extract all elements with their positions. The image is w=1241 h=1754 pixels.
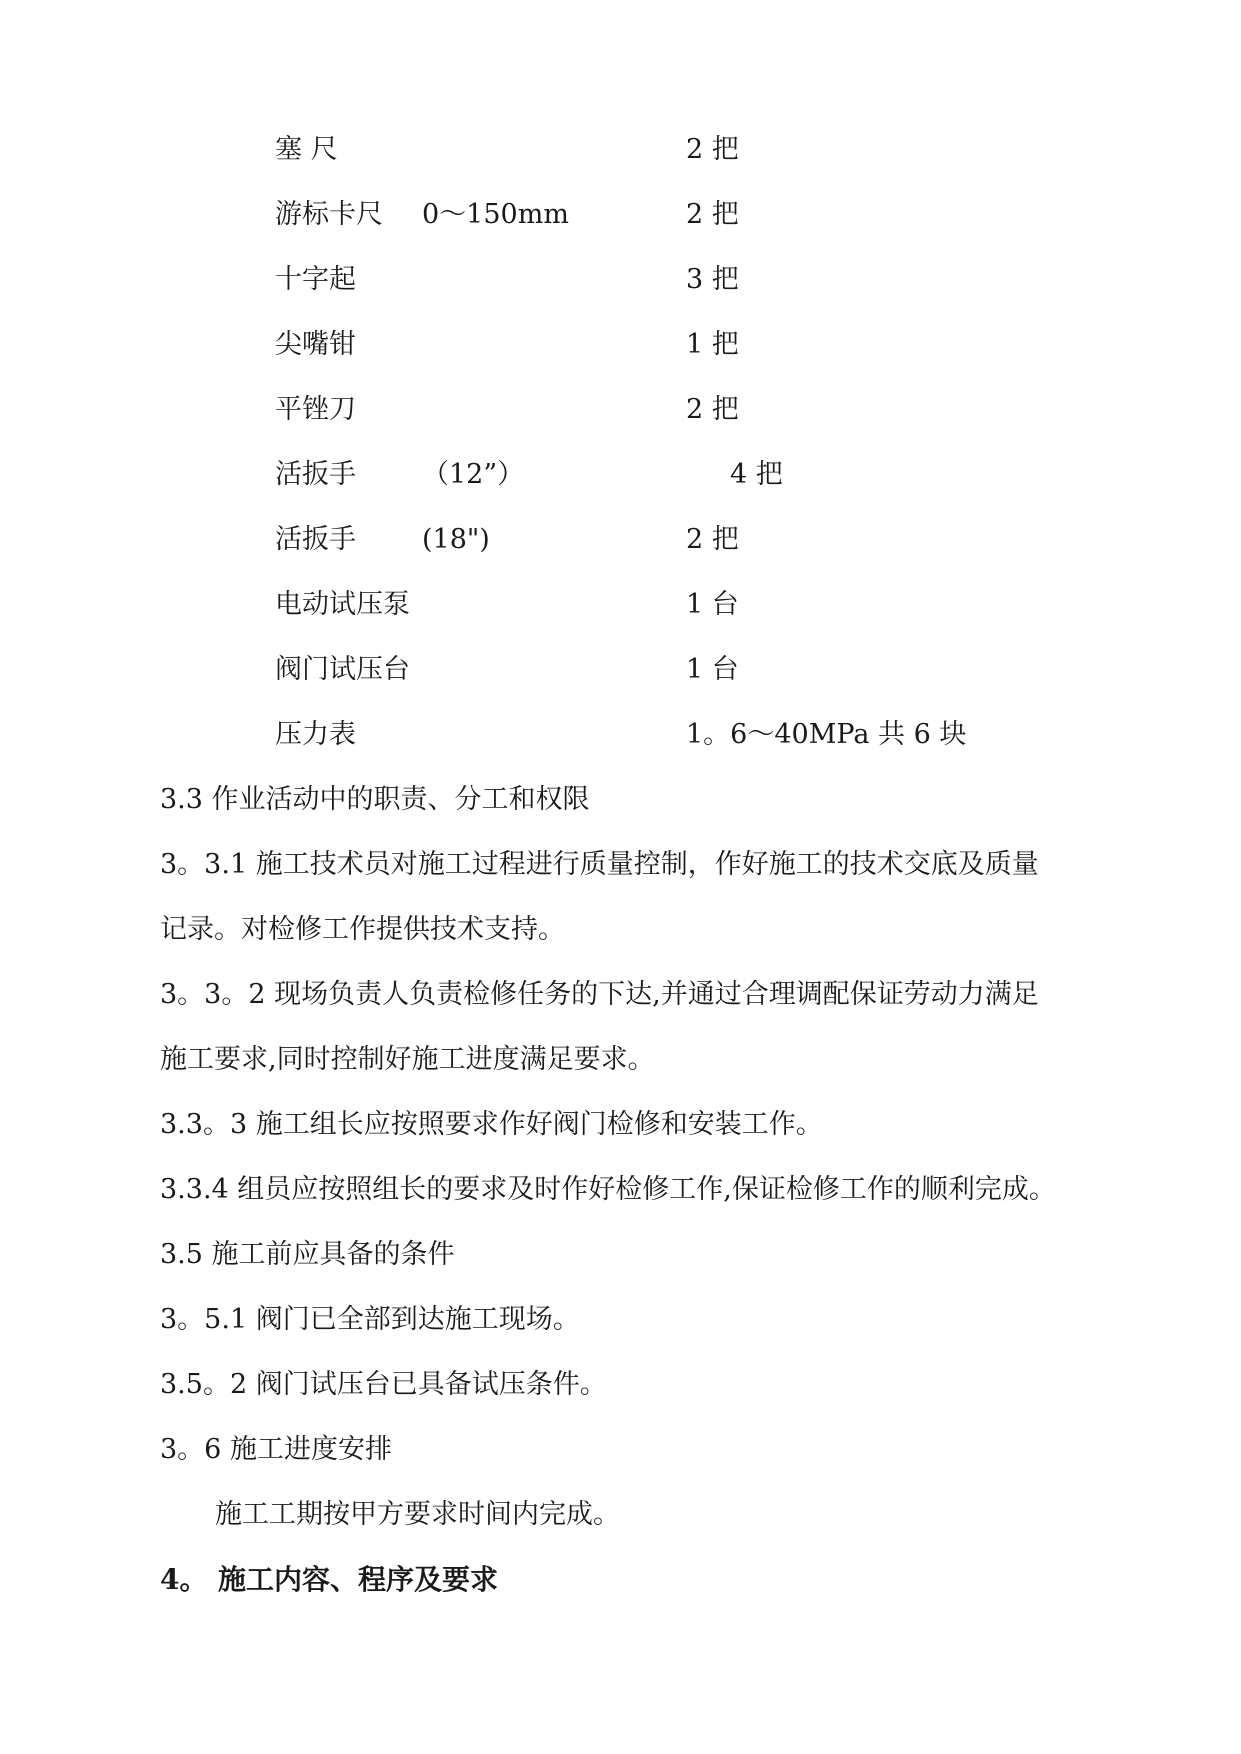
section-heading-4 bbox=[160, 1560, 498, 1600]
paragraph-line: 3。3.1 施工技术员对施工过程进行质量控制，作好施工的技术交底及质量 bbox=[160, 849, 1039, 880]
section-heading-3-6: 3。6 施工进度安排 bbox=[160, 1434, 392, 1465]
tool-qty: 1 台 bbox=[686, 654, 739, 685]
tool-name: 游标卡尺 bbox=[275, 199, 383, 230]
paragraph-line: 3。3。2 现场负责人负责检修任务的下达,并通过合理调配保证劳动力满足 bbox=[160, 979, 1039, 1010]
section-number: 4。 bbox=[160, 1563, 208, 1596]
tool-qty: 4 把 bbox=[730, 459, 783, 490]
section-heading-3-3: 3.3 作业活动中的职责、分工和权限 bbox=[160, 784, 590, 815]
tool-spec: （12”） bbox=[422, 459, 525, 490]
tool-qty: 3 把 bbox=[686, 264, 739, 295]
section-heading-3-5: 3.5 施工前应具备的条件 bbox=[160, 1239, 455, 1270]
paragraph-line: 施工要求,同时控制好施工进度满足要求。 bbox=[160, 1044, 655, 1075]
paragraph-line: 3.3。3 施工组长应按照要求作好阀门检修和安装工作。 bbox=[160, 1109, 823, 1140]
tool-qty: 2 把 bbox=[686, 524, 739, 555]
paragraph-line: 3。5.1 阀门已全部到达施工现场。 bbox=[160, 1304, 580, 1335]
tool-name: 塞 尺 bbox=[275, 134, 338, 165]
paragraph-line: 记录。对检修工作提供技术支持。 bbox=[160, 914, 565, 945]
tool-qty: 1。6～40MPa 共 6 块 bbox=[686, 719, 967, 750]
indented-paragraph: 施工工期按甲方要求时间内完成。 bbox=[215, 1499, 620, 1530]
tool-spec: (18") bbox=[422, 524, 490, 555]
tool-name: 阀门试压台 bbox=[275, 654, 410, 685]
tool-name: 十字起 bbox=[275, 264, 356, 295]
tool-spec: 0～150mm bbox=[422, 199, 569, 230]
tool-name: 尖嘴钳 bbox=[275, 329, 356, 360]
tool-name: 活扳手 bbox=[275, 459, 356, 490]
tool-name: 活扳手 bbox=[275, 524, 356, 555]
tool-name: 电动试压泵 bbox=[275, 589, 410, 620]
tool-qty: 1 台 bbox=[686, 589, 739, 620]
paragraph-line: 3.5。2 阀门试压台已具备试压条件。 bbox=[160, 1369, 607, 1400]
tool-qty: 2 把 bbox=[686, 134, 739, 165]
tool-name: 压力表 bbox=[275, 719, 356, 750]
section-title: 施工内容、程序及要求 bbox=[218, 1563, 499, 1596]
paragraph-line: 3.3.4 组员应按照组长的要求及时作好检修工作,保证检修工作的顺利完成。 bbox=[160, 1174, 1056, 1205]
tool-qty: 2 把 bbox=[686, 199, 739, 230]
tool-qty: 1 把 bbox=[686, 329, 739, 360]
tool-qty: 2 把 bbox=[686, 394, 739, 425]
tool-name: 平锉刀 bbox=[275, 394, 356, 425]
